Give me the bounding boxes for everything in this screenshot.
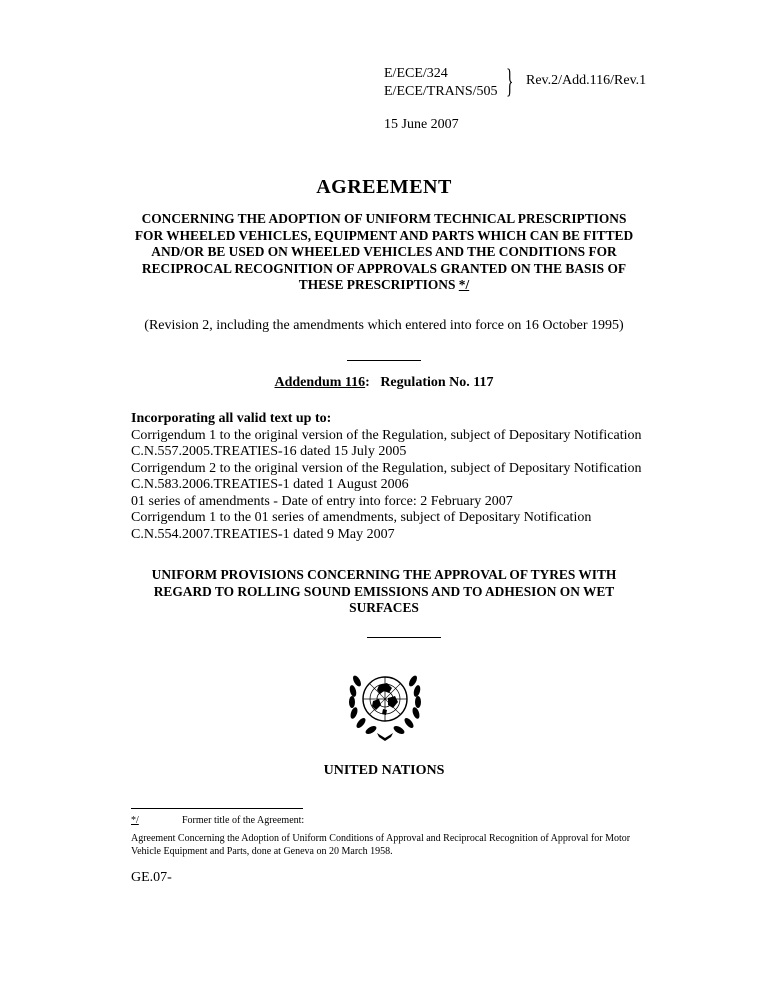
regulation-title: UNIFORM PROVISIONS CONCERNING THE APPROVAL OF TYRES WITH REGARD TO ROLLING SOUND EMISSIONS AND TO ADHESION ON WET SURFACES [151,567,617,616]
regulation-number: Regulation No. 117 [380,375,494,390]
incorporating-block [131,411,642,543]
incorporating-heading: Incorporating all valid text up to: [131,411,332,426]
document-date: 15 June 2007 [384,117,459,132]
addendum-label: Addendum 116 [274,375,366,390]
footnote-reference[interactable]: */ [458,277,470,293]
incorporating-line: C.N.583.2006.TREATIES-1 dated 1 August 2006 [131,477,409,492]
subtitle-text: CONCERNING THE ADOPTION OF UNIFORM TECHNICAL PRESCRIPTIONS FOR WHEELED VEHICLES, EQUIPMENT AND PARTS WHICH CAN BE FITTED AND/OR BE USED ON WHEELED VEHICLES AND THE CONDITIONS FOR RECIPROCAL RECOGNITION OF APPROVALS GRANTED ON THE BASIS OF THESE PRESCRIPTIONS [134,211,634,293]
addendum-colon: : [365,375,370,390]
separator-line [367,637,441,638]
brace-glyph: } [506,63,514,100]
addendum-heading [0,375,768,391]
incorporating-line: C.N.557.2005.TREATIES-16 dated 15 July 2005 [131,444,407,459]
document-symbol-1: E/ECE/324 [384,66,448,81]
agreement-title: AGREEMENT [316,176,452,198]
incorporating-line: 01 series of amendments - Date of entry into force: 2 February 2007 [131,493,513,509]
footnote-text: Agreement Concerning the Adoption of Uniform Conditions of Approval and Reciprocal Recognition of Approval for Motor Vehicle Equipment and Parts, done at Geneva on 20 March 1958. [131,833,631,857]
job-number: GE.07- [131,870,172,885]
revision-symbol: Rev.2/Add.116/Rev.1 [526,73,647,88]
incorporating-line: Corrigendum 1 to the 01 series of amendments, subject of Depositary Notification [131,510,592,525]
organization-name: UNITED NATIONS [323,763,445,778]
incorporating-line: Corrigendum 2 to the original version of the Regulation, subject of Depositary Notification [131,460,642,476]
footnote-separator [131,808,303,809]
footnote-mark-text: */ [131,815,139,826]
incorporating-line: Corrigendum 1 to the original version of the Regulation, subject of Depositary Notification [131,427,642,443]
separator-line [347,360,421,361]
footnote-mark [131,815,139,826]
revision-note: (Revision 2, including the amendments which entered into force on 16 October 1995) [144,318,624,333]
un-emblem-icon [343,663,427,743]
footnote-title: Former title of the Agreement: [182,815,305,826]
document-symbol-2: E/ECE/TRANS/505 [384,84,498,99]
agreement-subtitle [128,211,640,294]
incorporating-line: C.N.554.2007.TREATIES-1 dated 9 May 2007 [131,526,395,542]
